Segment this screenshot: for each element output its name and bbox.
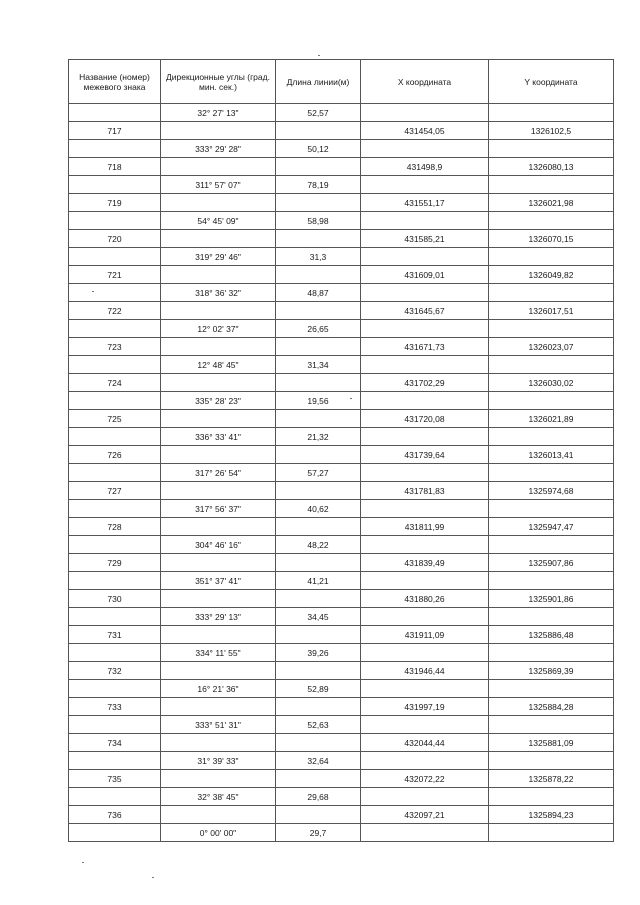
empty-cell: [361, 500, 489, 518]
empty-cell: [361, 392, 489, 410]
x-coordinate-cell: 431781,83: [361, 482, 489, 500]
table-body: [69, 104, 614, 842]
x-coordinate-cell: 432097,21: [361, 806, 489, 824]
line-length-cell: 32,64: [276, 752, 361, 770]
y-coordinate-cell: 1326021,98: [489, 194, 614, 212]
empty-cell: [276, 158, 361, 176]
empty-cell: [161, 554, 276, 572]
point-name-cell: 726: [69, 446, 161, 464]
line-length-cell: 57,27: [276, 464, 361, 482]
line-length-cell: 39,26: [276, 644, 361, 662]
segment-row: [69, 176, 614, 194]
segment-row: [69, 716, 614, 734]
point-name-cell: 734: [69, 734, 161, 752]
point-row: [69, 122, 614, 140]
empty-cell: [361, 248, 489, 266]
point-row: [69, 626, 614, 644]
empty-cell: [69, 428, 161, 446]
x-coordinate-cell: 432044,44: [361, 734, 489, 752]
y-coordinate-cell: 1326102,5: [489, 122, 614, 140]
segment-row: [69, 680, 614, 698]
point-name-cell: 730: [69, 590, 161, 608]
segment-row: [69, 536, 614, 554]
empty-cell: [69, 788, 161, 806]
empty-cell: [69, 248, 161, 266]
scan-speck: [152, 877, 154, 878]
scan-speck: [82, 862, 84, 863]
empty-cell: [161, 158, 276, 176]
x-coordinate-cell: 431585,21: [361, 230, 489, 248]
empty-cell: [361, 680, 489, 698]
empty-cell: [361, 140, 489, 158]
line-length-cell: 19,56: [276, 392, 361, 410]
line-length-cell: 48,22: [276, 536, 361, 554]
empty-cell: [489, 176, 614, 194]
x-coordinate-cell: 431702,29: [361, 374, 489, 392]
direction-angle-cell: 335° 28' 23": [161, 392, 276, 410]
boundary-coordinates-table: [68, 59, 614, 842]
empty-cell: [489, 212, 614, 230]
empty-cell: [69, 140, 161, 158]
direction-angle-cell: 333° 29' 28": [161, 140, 276, 158]
direction-angle-cell: 304° 46' 16": [161, 536, 276, 554]
y-coordinate-cell: 1325907,86: [489, 554, 614, 572]
segment-row: [69, 788, 614, 806]
empty-cell: [276, 554, 361, 572]
line-length-cell: 40,62: [276, 500, 361, 518]
point-row: [69, 230, 614, 248]
empty-cell: [276, 482, 361, 500]
x-coordinate-cell: 431997,19: [361, 698, 489, 716]
y-coordinate-cell: 1325901,86: [489, 590, 614, 608]
point-name-cell: 722: [69, 302, 161, 320]
point-row: [69, 734, 614, 752]
empty-cell: [69, 464, 161, 482]
empty-cell: [276, 806, 361, 824]
empty-cell: [489, 788, 614, 806]
line-length-cell: 52,63: [276, 716, 361, 734]
point-name-cell: 728: [69, 518, 161, 536]
empty-cell: [489, 104, 614, 122]
empty-cell: [69, 824, 161, 842]
empty-cell: [276, 302, 361, 320]
empty-cell: [276, 230, 361, 248]
line-length-cell: 29,7: [276, 824, 361, 842]
segment-row: [69, 608, 614, 626]
empty-cell: [276, 590, 361, 608]
empty-cell: [489, 680, 614, 698]
line-length-cell: 26,65: [276, 320, 361, 338]
direction-angle-cell: 336° 33' 41": [161, 428, 276, 446]
point-row: [69, 374, 614, 392]
empty-cell: [69, 680, 161, 698]
empty-cell: [69, 212, 161, 230]
empty-cell: [361, 644, 489, 662]
x-coordinate-cell: 431739,64: [361, 446, 489, 464]
x-coordinate-cell: 431720,08: [361, 410, 489, 428]
segment-row: [69, 500, 614, 518]
segment-row: [69, 104, 614, 122]
segment-row: [69, 212, 614, 230]
empty-cell: [361, 104, 489, 122]
line-length-cell: 31,34: [276, 356, 361, 374]
y-coordinate-cell: 1326017,51: [489, 302, 614, 320]
empty-cell: [361, 536, 489, 554]
empty-cell: [276, 374, 361, 392]
x-coordinate-cell: 431454,05: [361, 122, 489, 140]
empty-cell: [276, 734, 361, 752]
direction-angle-cell: 32° 27' 13": [161, 104, 276, 122]
point-row: [69, 770, 614, 788]
direction-angle-cell: 318° 36' 32": [161, 284, 276, 302]
empty-cell: [361, 824, 489, 842]
y-coordinate-cell: 1325974,68: [489, 482, 614, 500]
empty-cell: [161, 806, 276, 824]
y-coordinate-cell: 1326049,82: [489, 266, 614, 284]
point-row: [69, 482, 614, 500]
empty-cell: [69, 572, 161, 590]
line-length-cell: 58,98: [276, 212, 361, 230]
empty-cell: [489, 428, 614, 446]
point-row: [69, 410, 614, 428]
x-coordinate-cell: 431645,67: [361, 302, 489, 320]
direction-angle-cell: 31° 39' 33": [161, 752, 276, 770]
x-coordinate-cell: 431880,26: [361, 590, 489, 608]
point-name-cell: 735: [69, 770, 161, 788]
empty-cell: [69, 284, 161, 302]
header-line-length: Длина линии(м): [276, 60, 361, 104]
direction-angle-cell: 0° 00' 00": [161, 824, 276, 842]
y-coordinate-cell: 1326030,02: [489, 374, 614, 392]
scan-speck: [92, 291, 94, 292]
segment-row: [69, 428, 614, 446]
x-coordinate-cell: 432072,22: [361, 770, 489, 788]
empty-cell: [489, 248, 614, 266]
empty-cell: [69, 392, 161, 410]
empty-cell: [489, 284, 614, 302]
point-name-cell: 718: [69, 158, 161, 176]
direction-angle-cell: 351° 37' 41": [161, 572, 276, 590]
y-coordinate-cell: 1325947,47: [489, 518, 614, 536]
line-length-cell: 48,87: [276, 284, 361, 302]
empty-cell: [489, 356, 614, 374]
empty-cell: [161, 662, 276, 680]
scan-speck: [318, 55, 320, 56]
line-length-cell: 21,32: [276, 428, 361, 446]
point-name-cell: 723: [69, 338, 161, 356]
empty-cell: [276, 770, 361, 788]
point-name-cell: 729: [69, 554, 161, 572]
point-row: [69, 194, 614, 212]
direction-angle-cell: 317° 26' 54": [161, 464, 276, 482]
point-row: [69, 338, 614, 356]
header-y-coordinate: Y координата: [489, 60, 614, 104]
header-point-name: Название (номер) межевого знака: [69, 60, 161, 104]
point-name-cell: 717: [69, 122, 161, 140]
empty-cell: [161, 590, 276, 608]
empty-cell: [161, 230, 276, 248]
empty-cell: [489, 824, 614, 842]
segment-row: [69, 356, 614, 374]
empty-cell: [361, 428, 489, 446]
empty-cell: [276, 698, 361, 716]
y-coordinate-cell: 1326080,13: [489, 158, 614, 176]
point-row: [69, 554, 614, 572]
segment-row: [69, 284, 614, 302]
empty-cell: [69, 500, 161, 518]
direction-angle-cell: 311° 57' 07": [161, 176, 276, 194]
line-length-cell: 52,89: [276, 680, 361, 698]
table-header-row: [69, 60, 614, 104]
empty-cell: [276, 122, 361, 140]
x-coordinate-cell: 431609,01: [361, 266, 489, 284]
empty-cell: [69, 104, 161, 122]
x-coordinate-cell: 431911,09: [361, 626, 489, 644]
empty-cell: [69, 176, 161, 194]
x-coordinate-cell: 431839,49: [361, 554, 489, 572]
point-row: [69, 158, 614, 176]
segment-row: [69, 572, 614, 590]
y-coordinate-cell: 1326023,07: [489, 338, 614, 356]
point-name-cell: 724: [69, 374, 161, 392]
empty-cell: [489, 752, 614, 770]
empty-cell: [276, 266, 361, 284]
x-coordinate-cell: 431946,44: [361, 662, 489, 680]
y-coordinate-cell: 1325886,48: [489, 626, 614, 644]
empty-cell: [361, 320, 489, 338]
direction-angle-cell: 12° 02' 37": [161, 320, 276, 338]
scan-speck: [350, 398, 352, 399]
empty-cell: [69, 608, 161, 626]
line-length-cell: 52,57: [276, 104, 361, 122]
empty-cell: [276, 662, 361, 680]
direction-angle-cell: 333° 51' 31": [161, 716, 276, 734]
empty-cell: [361, 464, 489, 482]
empty-cell: [361, 788, 489, 806]
x-coordinate-cell: 431551,17: [361, 194, 489, 212]
direction-angle-cell: 54° 45' 09": [161, 212, 276, 230]
empty-cell: [276, 194, 361, 212]
x-coordinate-cell: 431671,73: [361, 338, 489, 356]
point-name-cell: 721: [69, 266, 161, 284]
empty-cell: [276, 446, 361, 464]
empty-cell: [489, 500, 614, 518]
empty-cell: [489, 572, 614, 590]
empty-cell: [361, 752, 489, 770]
empty-cell: [69, 356, 161, 374]
point-name-cell: 731: [69, 626, 161, 644]
segment-row: [69, 140, 614, 158]
empty-cell: [489, 464, 614, 482]
point-row: [69, 662, 614, 680]
empty-cell: [161, 446, 276, 464]
empty-cell: [361, 608, 489, 626]
direction-angle-cell: 16° 21' 36": [161, 680, 276, 698]
empty-cell: [161, 374, 276, 392]
header-x-coordinate: X координата: [361, 60, 489, 104]
line-length-cell: 34,45: [276, 608, 361, 626]
direction-angle-cell: 317° 56' 37": [161, 500, 276, 518]
point-row: [69, 698, 614, 716]
line-length-cell: 78,19: [276, 176, 361, 194]
empty-cell: [69, 716, 161, 734]
empty-cell: [489, 392, 614, 410]
empty-cell: [489, 608, 614, 626]
direction-angle-cell: 32° 38' 45": [161, 788, 276, 806]
empty-cell: [69, 536, 161, 554]
empty-cell: [276, 410, 361, 428]
y-coordinate-cell: 1325869,39: [489, 662, 614, 680]
direction-angle-cell: 12° 48' 45": [161, 356, 276, 374]
point-name-cell: 727: [69, 482, 161, 500]
point-name-cell: 720: [69, 230, 161, 248]
x-coordinate-cell: 431811,99: [361, 518, 489, 536]
empty-cell: [161, 302, 276, 320]
line-length-cell: 41,21: [276, 572, 361, 590]
segment-row: [69, 464, 614, 482]
empty-cell: [276, 518, 361, 536]
empty-cell: [161, 338, 276, 356]
empty-cell: [276, 338, 361, 356]
segment-row: [69, 320, 614, 338]
point-row: [69, 302, 614, 320]
empty-cell: [161, 266, 276, 284]
y-coordinate-cell: 1325881,09: [489, 734, 614, 752]
segment-row: [69, 248, 614, 266]
empty-cell: [161, 734, 276, 752]
point-name-cell: 719: [69, 194, 161, 212]
empty-cell: [489, 716, 614, 734]
direction-angle-cell: 319° 29' 46": [161, 248, 276, 266]
line-length-cell: 31,3: [276, 248, 361, 266]
point-name-cell: 725: [69, 410, 161, 428]
header-direction-angle: Дирекционные углы (град. мин. сек.): [161, 60, 276, 104]
point-row: [69, 446, 614, 464]
empty-cell: [69, 644, 161, 662]
y-coordinate-cell: 1325878,22: [489, 770, 614, 788]
direction-angle-cell: 334° 11' 55": [161, 644, 276, 662]
segment-row: [69, 752, 614, 770]
empty-cell: [361, 716, 489, 734]
direction-angle-cell: 333° 29' 13": [161, 608, 276, 626]
point-row: [69, 806, 614, 824]
point-row: [69, 590, 614, 608]
empty-cell: [161, 626, 276, 644]
point-row: [69, 518, 614, 536]
empty-cell: [361, 284, 489, 302]
empty-cell: [489, 320, 614, 338]
y-coordinate-cell: 1325894,23: [489, 806, 614, 824]
empty-cell: [161, 698, 276, 716]
line-length-cell: 50,12: [276, 140, 361, 158]
empty-cell: [489, 140, 614, 158]
y-coordinate-cell: 1326070,15: [489, 230, 614, 248]
empty-cell: [161, 518, 276, 536]
empty-cell: [161, 770, 276, 788]
point-name-cell: 733: [69, 698, 161, 716]
empty-cell: [489, 644, 614, 662]
empty-cell: [161, 122, 276, 140]
point-name-cell: 732: [69, 662, 161, 680]
segment-row: [69, 392, 614, 410]
empty-cell: [69, 752, 161, 770]
empty-cell: [361, 176, 489, 194]
empty-cell: [276, 626, 361, 644]
empty-cell: [361, 356, 489, 374]
empty-cell: [161, 482, 276, 500]
point-row: [69, 266, 614, 284]
line-length-cell: 29,68: [276, 788, 361, 806]
x-coordinate-cell: 431498,9: [361, 158, 489, 176]
y-coordinate-cell: 1326013,41: [489, 446, 614, 464]
point-name-cell: 736: [69, 806, 161, 824]
empty-cell: [161, 194, 276, 212]
empty-cell: [361, 212, 489, 230]
y-coordinate-cell: 1325884,28: [489, 698, 614, 716]
segment-row: [69, 824, 614, 842]
empty-cell: [69, 320, 161, 338]
empty-cell: [489, 536, 614, 554]
empty-cell: [361, 572, 489, 590]
segment-row: [69, 644, 614, 662]
y-coordinate-cell: 1326021,89: [489, 410, 614, 428]
empty-cell: [161, 410, 276, 428]
